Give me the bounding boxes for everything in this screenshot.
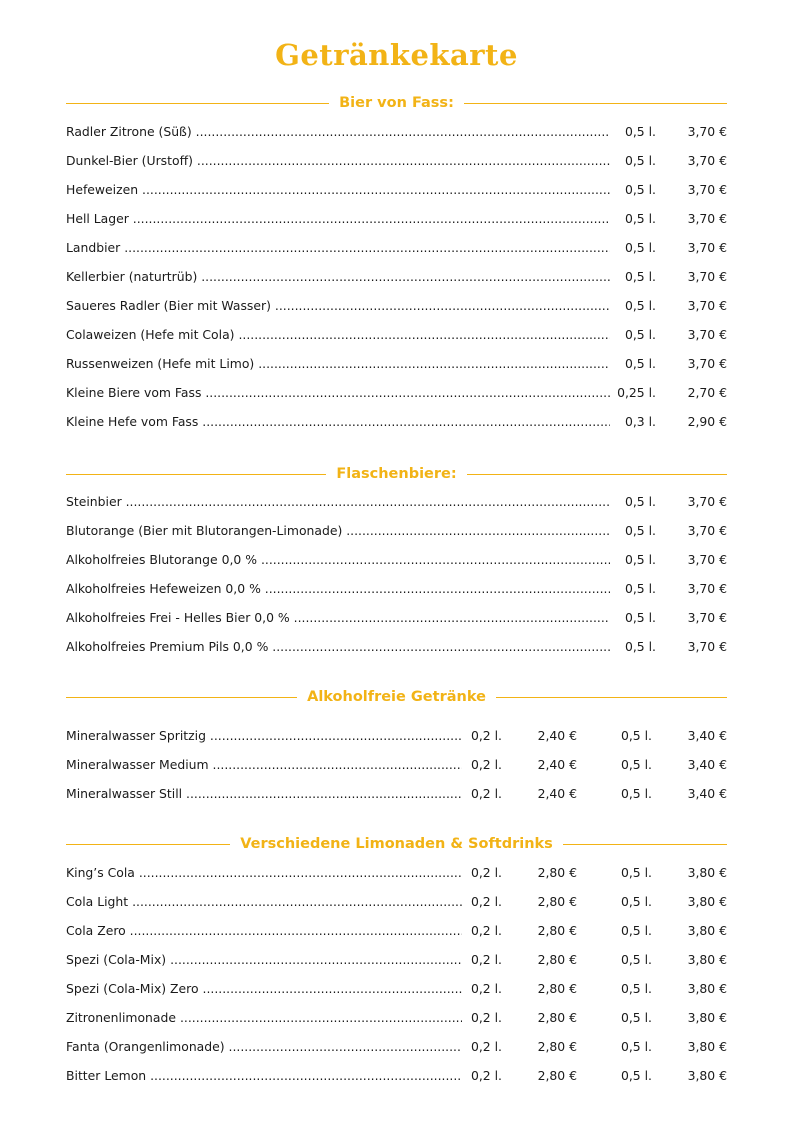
menu-item [66,181,727,199]
item-size-small: 0,2 l. [462,951,502,969]
item-price-large: 3,80 € [687,1010,727,1025]
menu-item [66,922,727,940]
item-price-large: 3,80 € [687,865,727,880]
menu-item [66,384,727,402]
item-name: Kleine Biere vom Fass ..... [66,384,614,402]
menu-item [66,785,727,803]
menu-item [66,493,727,511]
item-name: Alkoholfreies Premium Pils 0,0 % ..... [66,638,614,656]
section-header [66,687,727,707]
menu-item [66,980,727,998]
item-size: 0,5 l. [610,181,656,199]
item-size-large: 0,5 l. [620,728,652,743]
item-price: 3,70 € [687,298,727,313]
item-price-small: 2,80 € [537,981,577,996]
item-name: Spezi (Cola-Mix) ..... [66,951,464,969]
item-price: 2,90 € [687,414,727,429]
item-size: 0,5 l. [610,493,656,511]
item-price-large: 3,80 € [687,1068,727,1083]
item-price: 3,70 € [687,211,727,226]
item-price: 3,70 € [687,581,727,596]
item-price: 3,70 € [687,494,727,509]
item-price: 3,70 € [687,610,727,625]
menu-item [66,1038,727,1056]
item-price: 3,70 € [687,153,727,168]
item-size-large: 0,5 l. [620,1010,652,1025]
item-name: Cola Zero ..... [66,922,464,940]
item-size-small: 0,2 l. [462,785,502,803]
item-price-small: 2,80 € [537,923,577,938]
item-price: 3,70 € [687,639,727,654]
divider-line [467,474,727,475]
item-size: 0,3 l. [610,413,656,431]
item-name: Russenweizen (Hefe mit Limo) ..... [66,355,614,373]
divider-line [464,103,727,104]
menu-item [66,580,727,598]
item-size-small: 0,2 l. [462,980,502,998]
menu-item [66,951,727,969]
item-name: Fanta (Orangenlimonade) ..... [66,1038,464,1056]
item-name: Alkoholfreies Hefeweizen 0,0 % ..... [66,580,614,598]
item-size: 0,5 l. [610,239,656,257]
item-name: Alkoholfreies Frei - Helles Bier 0,0 % ..... [66,609,614,627]
menu-item [66,326,727,344]
page-title: Getränkekarte [275,38,518,72]
item-size-large: 0,5 l. [620,786,652,801]
divider-line [563,844,727,845]
menu-item [66,297,727,315]
item-price-small: 2,40 € [537,786,577,801]
item-name: Hell Lager ..... [66,210,614,228]
item-size: 0,5 l. [610,522,656,540]
menu-item [66,638,727,656]
item-price: 2,70 € [687,385,727,400]
item-price-large: 3,40 € [687,786,727,801]
menu-item [66,522,727,540]
item-price: 3,70 € [687,124,727,139]
item-price-small: 2,80 € [537,952,577,967]
item-name: Kellerbier (naturtrüb) ..... [66,268,614,286]
item-size-small: 0,2 l. [462,756,502,774]
item-price-small: 2,80 € [537,894,577,909]
section-header [66,834,727,854]
item-price: 3,70 € [687,356,727,371]
item-size: 0,5 l. [610,210,656,228]
section-title: Flaschenbiere: [336,466,457,482]
divider-line [496,697,727,698]
menu-item [66,864,727,882]
item-price-large: 3,40 € [687,757,727,772]
item-size: 0,5 l. [610,326,656,344]
item-size-large: 0,5 l. [620,981,652,996]
item-price-large: 3,80 € [687,952,727,967]
item-size-large: 0,5 l. [620,757,652,772]
menu-item [66,1067,727,1085]
menu-item [66,413,727,431]
section-title: Verschiedene Limonaden & Softdrinks [240,836,553,852]
item-price: 3,70 € [687,523,727,538]
item-price-small: 2,40 € [537,728,577,743]
menu-item [66,268,727,286]
item-name: Zitronenlimonade ..... [66,1009,464,1027]
menu-item [66,551,727,569]
menu-item [66,355,727,373]
item-price-large: 3,80 € [687,923,727,938]
menu-item [66,239,727,257]
item-size: 0,5 l. [610,355,656,373]
item-name: Dunkel-Bier (Urstoff) ..... [66,152,614,170]
item-size-small: 0,2 l. [462,864,502,882]
item-size: 0,5 l. [610,638,656,656]
item-name: Bitter Lemon ..... [66,1067,464,1085]
item-size: 0,5 l. [610,609,656,627]
item-name: Spezi (Cola-Mix) Zero ..... [66,980,464,998]
menu-item [66,893,727,911]
item-name: Mineralwasser Medium ..... [66,756,464,774]
section-header [66,464,727,484]
item-name: Cola Light ..... [66,893,464,911]
item-price-small: 2,80 € [537,1068,577,1083]
menu-item [66,123,727,141]
menu-item [66,609,727,627]
item-size-large: 0,5 l. [620,894,652,909]
item-price: 3,70 € [687,269,727,284]
item-size-small: 0,2 l. [462,922,502,940]
item-name: Radler Zitrone (Süß) ..... [66,123,614,141]
divider-line [66,103,329,104]
item-size: 0,5 l. [610,152,656,170]
item-size: 0,5 l. [610,268,656,286]
item-name: Mineralwasser Spritzig ..... [66,727,464,745]
item-price-small: 2,80 € [537,1010,577,1025]
item-size-large: 0,5 l. [620,1068,652,1083]
item-price-small: 2,40 € [537,757,577,772]
item-name: Landbier ..... [66,239,614,257]
item-name: Mineralwasser Still ..... [66,785,464,803]
item-price: 3,70 € [687,240,727,255]
item-price-large: 3,40 € [687,728,727,743]
section-title: Bier von Fass: [339,95,454,111]
item-size-small: 0,2 l. [462,727,502,745]
item-price-small: 2,80 € [537,1039,577,1054]
item-size: 0,5 l. [610,580,656,598]
item-name: Colaweizen (Hefe mit Cola) ..... [66,326,614,344]
section-header [66,93,727,113]
item-name: Alkoholfreies Blutorange 0,0 % ..... [66,551,614,569]
item-price-small: 2,80 € [537,865,577,880]
item-price: 3,70 € [687,552,727,567]
item-name: Kleine Hefe vom Fass ..... [66,413,614,431]
item-name: Steinbier ..... [66,493,614,511]
divider-line [66,844,230,845]
item-size-small: 0,2 l. [462,1009,502,1027]
item-size: 0,5 l. [610,297,656,315]
item-size-small: 0,2 l. [462,1038,502,1056]
item-size: 0,5 l. [610,123,656,141]
item-name: King’s Cola ..... [66,864,464,882]
section-title: Alkoholfreie Getränke [307,689,486,705]
item-price-large: 3,80 € [687,894,727,909]
item-price: 3,70 € [687,327,727,342]
menu-item [66,152,727,170]
item-name: Saueres Radler (Bier mit Wasser) ..... [66,297,614,315]
item-size-large: 0,5 l. [620,865,652,880]
menu-item [66,210,727,228]
menu-item [66,727,727,745]
item-name: Hefeweizen ..... [66,181,614,199]
item-price-large: 3,80 € [687,1039,727,1054]
divider-line [66,474,326,475]
item-price: 3,70 € [687,182,727,197]
item-size: 0,5 l. [610,551,656,569]
item-price-large: 3,80 € [687,981,727,996]
item-size-large: 0,5 l. [620,1039,652,1054]
item-size-small: 0,2 l. [462,893,502,911]
item-size: 0,25 l. [610,384,656,402]
menu-item [66,1009,727,1027]
divider-line [66,697,297,698]
menu-item [66,756,727,774]
item-size-large: 0,5 l. [620,952,652,967]
item-size-large: 0,5 l. [620,923,652,938]
item-size-small: 0,2 l. [462,1067,502,1085]
item-name: Blutorange (Bier mit Blutorangen-Limonade) ..... [66,522,614,540]
